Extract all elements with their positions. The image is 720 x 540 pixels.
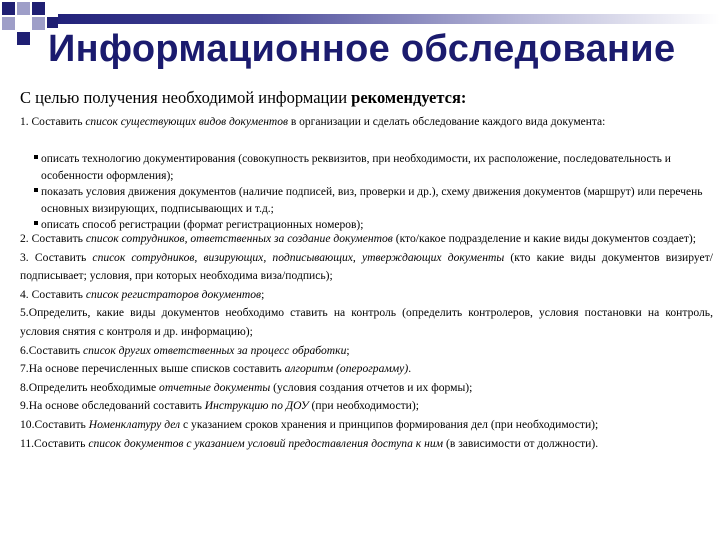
item-5-pre: 5.Определить, какие виды документов необходимо ставить на контроль (определить контролеров, условия постановки на контроль, условия снятия с контроля и др. информацию);	[20, 306, 713, 338]
list-item-11	[20, 435, 713, 454]
list-item-6	[20, 342, 713, 361]
slide-title: Информационное обследование	[48, 28, 676, 70]
item-10-em: Номенклатуру дел	[88, 417, 181, 431]
item-9-post: (при необходимости);	[308, 399, 419, 413]
item-9-pre: 9.На основе обследований составить	[20, 399, 205, 413]
sub-bullet-2: показать условия движения документов (наличие подписей, виз, проверки и др.), схему движения документов (маршрут) или перечень основных визирующих, подписывающих и т.д.;	[34, 184, 704, 217]
subtitle-text: С целью получения необходимой информации	[20, 88, 352, 107]
item-8-post: (условия создания отчетов и их формы);	[270, 380, 473, 394]
decor-square-3	[32, 2, 45, 15]
item-6-em: список других ответственных за процесс обработки	[82, 343, 347, 357]
item-2-pre: 2. Составить	[20, 232, 86, 245]
header-gradient-bar	[58, 14, 720, 24]
item-11-em: список документов с указанием условий предоставления доступа к ним	[88, 436, 444, 450]
list-item-2	[20, 230, 713, 249]
item-9-em: Инструкцию по ДОУ	[204, 399, 309, 413]
item-1-em: список существующих видов документов	[85, 116, 288, 128]
list-item-4	[20, 286, 713, 305]
item-1-pre: 1. Составить	[20, 116, 86, 128]
item-4-pre: 4. Составить	[20, 287, 86, 301]
list-item-5	[20, 304, 713, 341]
list-item-10	[20, 416, 713, 435]
item-2-post: (кто/какое подразделение и какие виды документов создает);	[392, 232, 697, 245]
decor-square-5	[32, 17, 45, 30]
list-item-1	[20, 115, 700, 130]
item-3-em: список сотрудников, визирующих, подписывающих, утверждающих документы	[92, 250, 505, 264]
decor-square-7	[47, 17, 58, 28]
item-4-post: ;	[261, 287, 265, 301]
sub-bullet-list	[34, 151, 704, 234]
decor-square-4	[2, 17, 15, 30]
item-2-em: список сотрудников, ответственных за создание документов	[85, 232, 393, 245]
item-3-pre: 3. Составить	[20, 250, 93, 264]
item-11-pre: 11.Составить	[20, 436, 89, 450]
decor-square-2	[17, 2, 30, 15]
item-6-post: ;	[346, 343, 350, 357]
item-6-pre: 6.Составить	[20, 343, 83, 357]
item-10-pre: 10.Составить	[20, 417, 89, 431]
numbered-list	[20, 230, 713, 453]
list-item-8	[20, 379, 713, 398]
item-7-pre: 7.На основе перечисленных выше списков составить	[20, 362, 285, 376]
item-11-post: (в зависимости от должности).	[443, 436, 599, 450]
item-10-post: с указанием сроков хранения и принципов формирования дел (при необходимости);	[180, 417, 599, 431]
subtitle-bold: рекомендуется:	[351, 88, 467, 107]
sub-bullet-3: описать способ регистрации (формат регистрационных номеров);	[34, 217, 704, 234]
decor-square-6	[17, 32, 30, 45]
item-7-post: .	[408, 362, 412, 376]
item-3-post: (кто какие виды документов визирует/подписывает; условия, при которых необходима виза/подпись);	[20, 250, 713, 283]
list-item-7	[20, 360, 713, 379]
decor-square-1	[2, 2, 15, 15]
slide-subtitle	[20, 88, 466, 108]
list-item-9	[20, 397, 713, 416]
item-4-em: список регистраторов документов	[85, 287, 262, 301]
item-7-em: алгоритм (оперограмму)	[284, 362, 409, 376]
item-1-post: в организации и сделать обследование каждого вида документа:	[287, 116, 606, 128]
item-8-pre: 8.Определить необходимые	[20, 380, 160, 394]
item-8-em: отчетные документы	[159, 380, 271, 394]
list-item-3	[20, 249, 713, 286]
sub-bullet-1: описать технологию документирования (совокупность реквизитов, при необходимости, их расположение, последовательность и особенности оформления);	[34, 151, 704, 184]
